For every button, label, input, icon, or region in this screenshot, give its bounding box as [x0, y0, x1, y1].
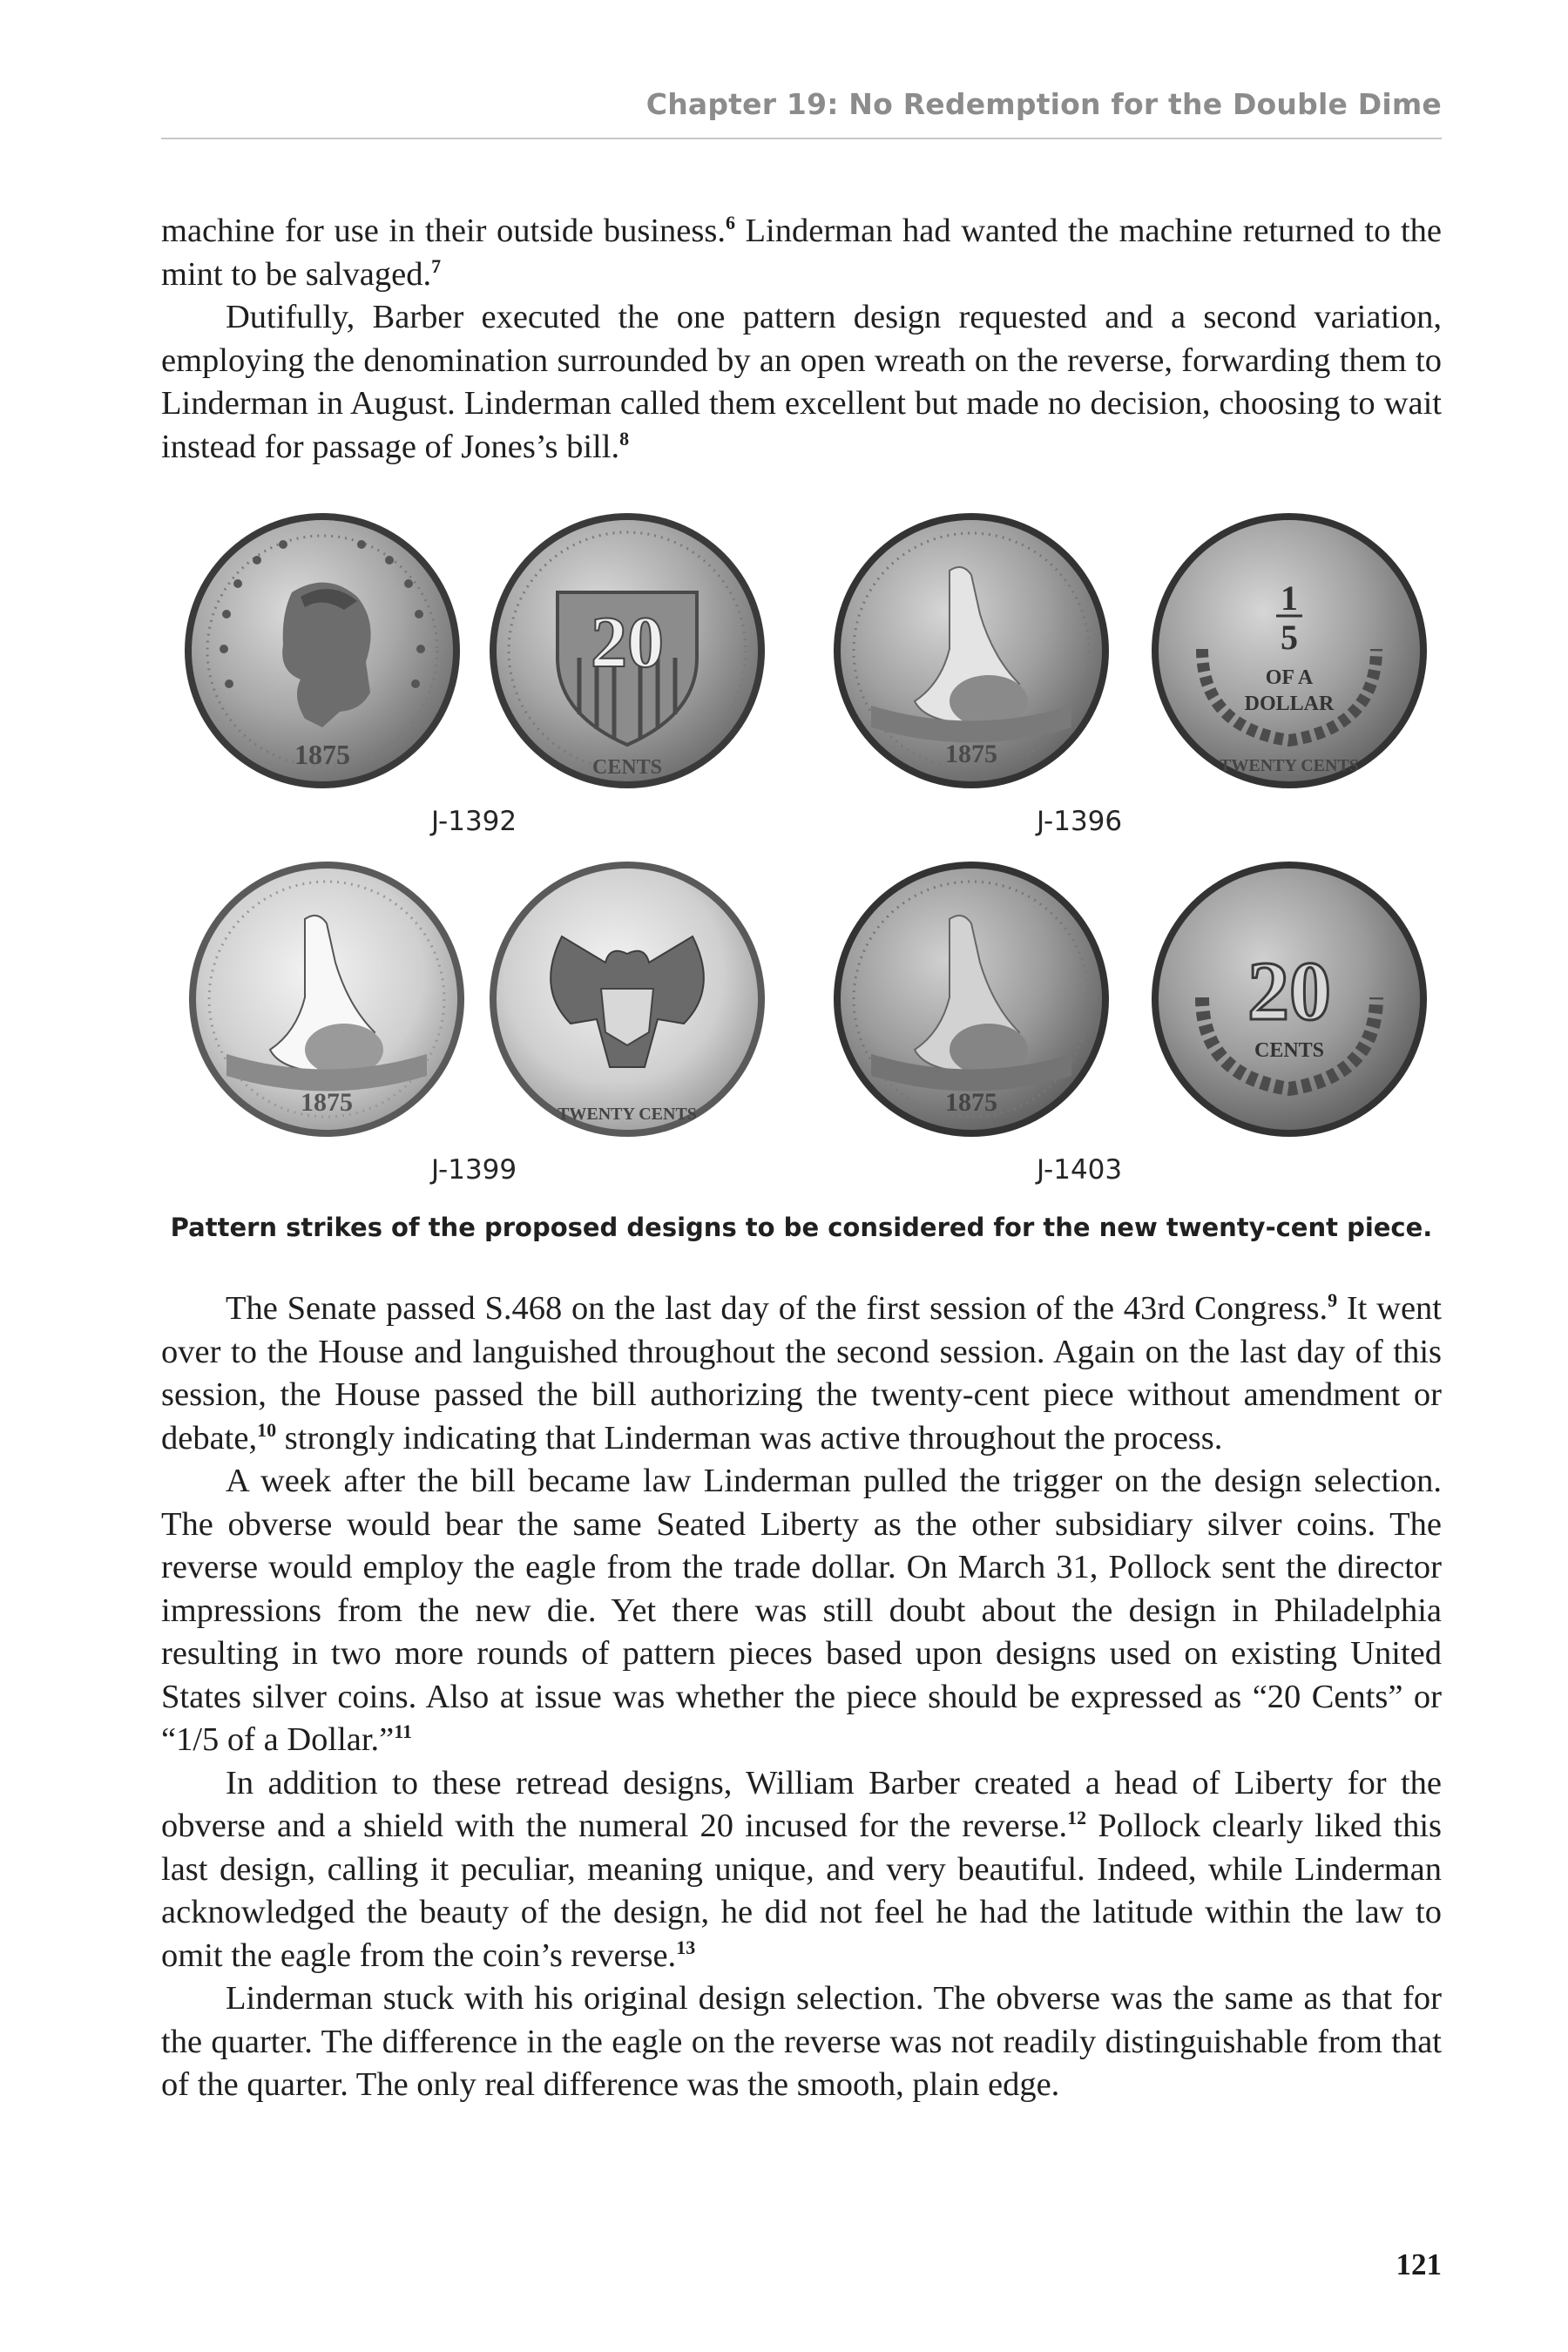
wreath-20-icon	[1152, 862, 1427, 1137]
paragraph-2: Dutifully, Barber executed the one pattern design requested and a second variation, employing the denomination surrounded by an open wreath on the reverse, forwarding them to Linderman in August. Linderman called them excellent but made no decision, choosing to wait instead for passage of Jones’s bill.$^8$	[161, 299, 1442, 465]
coin-pair-image	[819, 858, 1446, 1146]
page-number: 121	[1396, 2247, 1442, 2281]
body-text-top	[161, 210, 1442, 469]
paragraph-1: machine for use in their outside business.$^6$ Linderman had wanted the machine returned to the mint to be salvaged.$^7$	[161, 212, 1442, 293]
wreath-fraction-icon	[1152, 513, 1427, 788]
coin-date: 1875	[301, 1088, 353, 1117]
coin-label: J-1396	[1037, 806, 1123, 837]
footnote-ref[interactable]: 6	[725, 212, 735, 233]
body-text-bottom	[161, 1288, 1442, 2107]
shield-20-icon	[490, 513, 765, 788]
coin-label: J-1403	[1037, 1154, 1123, 1186]
coin-date: 1875	[945, 1088, 997, 1117]
paragraph-4: A week after the bill became law Linderman pulled the trigger on the design selection. The obverse would bear the same Seated Liberty as the other subsidiary silver coins. The reverse would employ the eagle from the trade dollar. On March 31, Pollock sent the director impressions from the new die. Yet there was still doubt about the design in Philadelphia resulting in two more rounds of pattern pieces based upon designs used on existing United States silver coins. Also at issue was whether the piece should be expressed as “20 Cents” or “1/5 of a Dollar.”$^{11}$	[161, 1463, 1442, 1758]
coin-denomination: CENTS	[1254, 1039, 1325, 1062]
coin-figure	[161, 510, 1442, 1189]
coin-pair-image	[161, 858, 788, 1146]
header-rule	[161, 138, 1442, 139]
running-head: Chapter 19: No Redemption for the Double Dime	[645, 87, 1442, 121]
paragraph-3: The Senate passed S.468 on the last day of the first session of the 43rd Congress.$^9$ It went over to the House and languished throughout the second session. Again on the last day of this session, the House passed the bill authorizing the twenty-cent piece without amendment or debate,$^{10}$ strongly indicating that Linderman was active throughout the process.	[161, 1289, 1442, 1456]
paragraph-6: Linderman stuck with his original design selection. The obverse was the same as that for the quarter. The difference in the eagle on the reverse was not readily distinguishable from that of the quarter. The only real difference was the smooth, plain edge.	[161, 1980, 1442, 2103]
coin-date: 1875	[294, 739, 350, 770]
coin-pair-j1392	[161, 510, 788, 849]
paragraph-5: In addition to these retread designs, William Barber created a head of Liberty for the obverse and a shield with the numeral 20 incused for the reverse.$^{12}$ Pollock clearly liked this last design, calling it peculiar, meaning unique, and very beautiful. Indeed, while Linderman acknowledged the beauty of the design, he did not feel he had the latitude within the law to omit the eagle from the coin’s reverse.$^{13}$	[161, 1764, 1442, 1974]
svg-text:1: 1	[1281, 578, 1298, 618]
footnote-ref[interactable]: 12	[1067, 1807, 1087, 1828]
liberty-head-icon	[185, 513, 460, 788]
seated-liberty-icon	[834, 862, 1109, 1137]
footnote-ref[interactable]: 13	[676, 1936, 696, 1958]
coin-numeral: 20	[591, 602, 664, 683]
svg-text:OF A: OF A	[1265, 666, 1314, 689]
eagle-icon	[490, 862, 765, 1137]
footnote-ref[interactable]: 8	[619, 427, 630, 449]
svg-text:DOLLAR: DOLLAR	[1244, 693, 1335, 715]
coin-denomination: TWENTY CENTS	[558, 1105, 697, 1124]
footnote-ref[interactable]: 11	[394, 1720, 413, 1742]
seated-liberty-icon	[189, 862, 464, 1137]
coin-pair-j1403	[819, 858, 1446, 1198]
coin-pair-image	[819, 510, 1446, 797]
footnote-ref[interactable]: 10	[257, 1418, 277, 1441]
coin-denomination: CENTS	[591, 756, 663, 779]
coin-pair-j1399	[161, 858, 788, 1198]
figure-caption: Pattern strikes of the proposed designs to be considered for the new twenty-cent piece.	[170, 1213, 1433, 1242]
coin-label: J-1399	[431, 1154, 517, 1186]
footnote-ref[interactable]: 9	[1328, 1289, 1338, 1311]
coin-pair-j1396	[819, 510, 1446, 849]
coin-label: J-1392	[431, 806, 517, 837]
svg-text:5: 5	[1281, 618, 1298, 657]
footnote-ref[interactable]: 7	[431, 254, 442, 277]
seated-liberty-icon	[834, 513, 1109, 788]
coin-numeral: 20	[1247, 944, 1331, 1037]
coin-pair-image	[161, 510, 788, 797]
coin-date: 1875	[945, 740, 997, 768]
coin-denomination: TWENTY CENTS	[1220, 756, 1359, 775]
